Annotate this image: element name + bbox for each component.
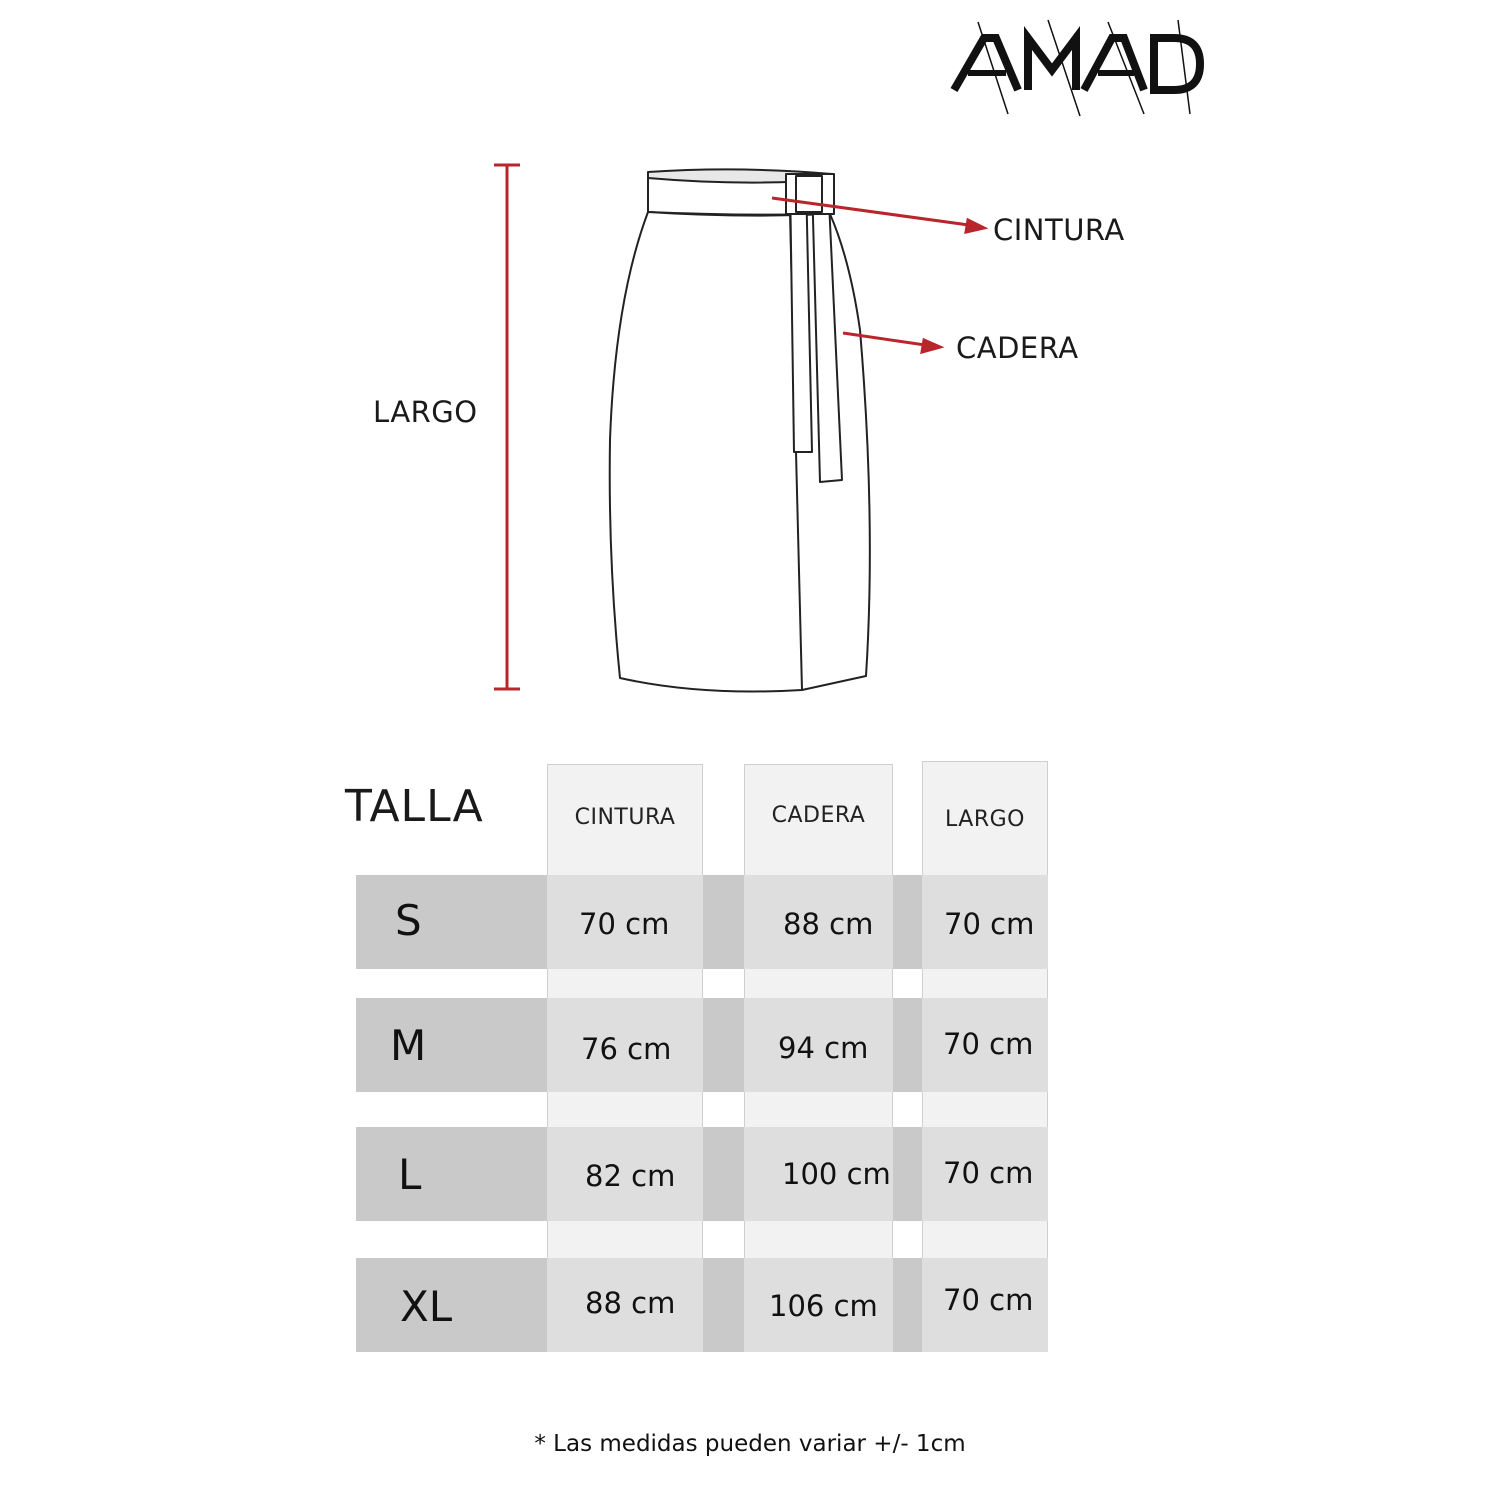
- size-label: L: [398, 1150, 422, 1199]
- size-label: S: [395, 896, 422, 945]
- column-header-cintura: CINTURA: [574, 805, 676, 830]
- cadera-value: 94 cm: [778, 1031, 869, 1065]
- cadera-label: CADERA: [956, 331, 1079, 365]
- largo-measure-line: [494, 165, 520, 689]
- largo-value: 70 cm: [944, 907, 1035, 941]
- cintura-label: CINTURA: [993, 213, 1125, 247]
- largo-value: 70 cm: [943, 1027, 1034, 1061]
- size-header: TALLA: [345, 781, 484, 832]
- cintura-value: 88 cm: [585, 1286, 676, 1320]
- cadera-value: 106 cm: [769, 1289, 878, 1323]
- cintura-value: 76 cm: [581, 1032, 672, 1066]
- cadera-value: 88 cm: [783, 907, 874, 941]
- largo-label: LARGO: [373, 395, 478, 429]
- largo-value: 70 cm: [943, 1283, 1034, 1317]
- column-header-largo: LARGO: [945, 807, 1025, 832]
- size-label: XL: [400, 1282, 453, 1331]
- cadera-value: 100 cm: [782, 1157, 891, 1191]
- cintura-value: 70 cm: [579, 907, 670, 941]
- cintura-value: 82 cm: [585, 1159, 676, 1193]
- skirt-diagram: [0, 0, 1500, 740]
- measurement-footnote: * Las medidas pueden variar +/- 1cm: [534, 1431, 966, 1457]
- size-label: M: [390, 1021, 427, 1070]
- column-header-cadera: CADERA: [771, 803, 866, 828]
- skirt-outline: [610, 169, 870, 691]
- largo-value: 70 cm: [943, 1156, 1034, 1190]
